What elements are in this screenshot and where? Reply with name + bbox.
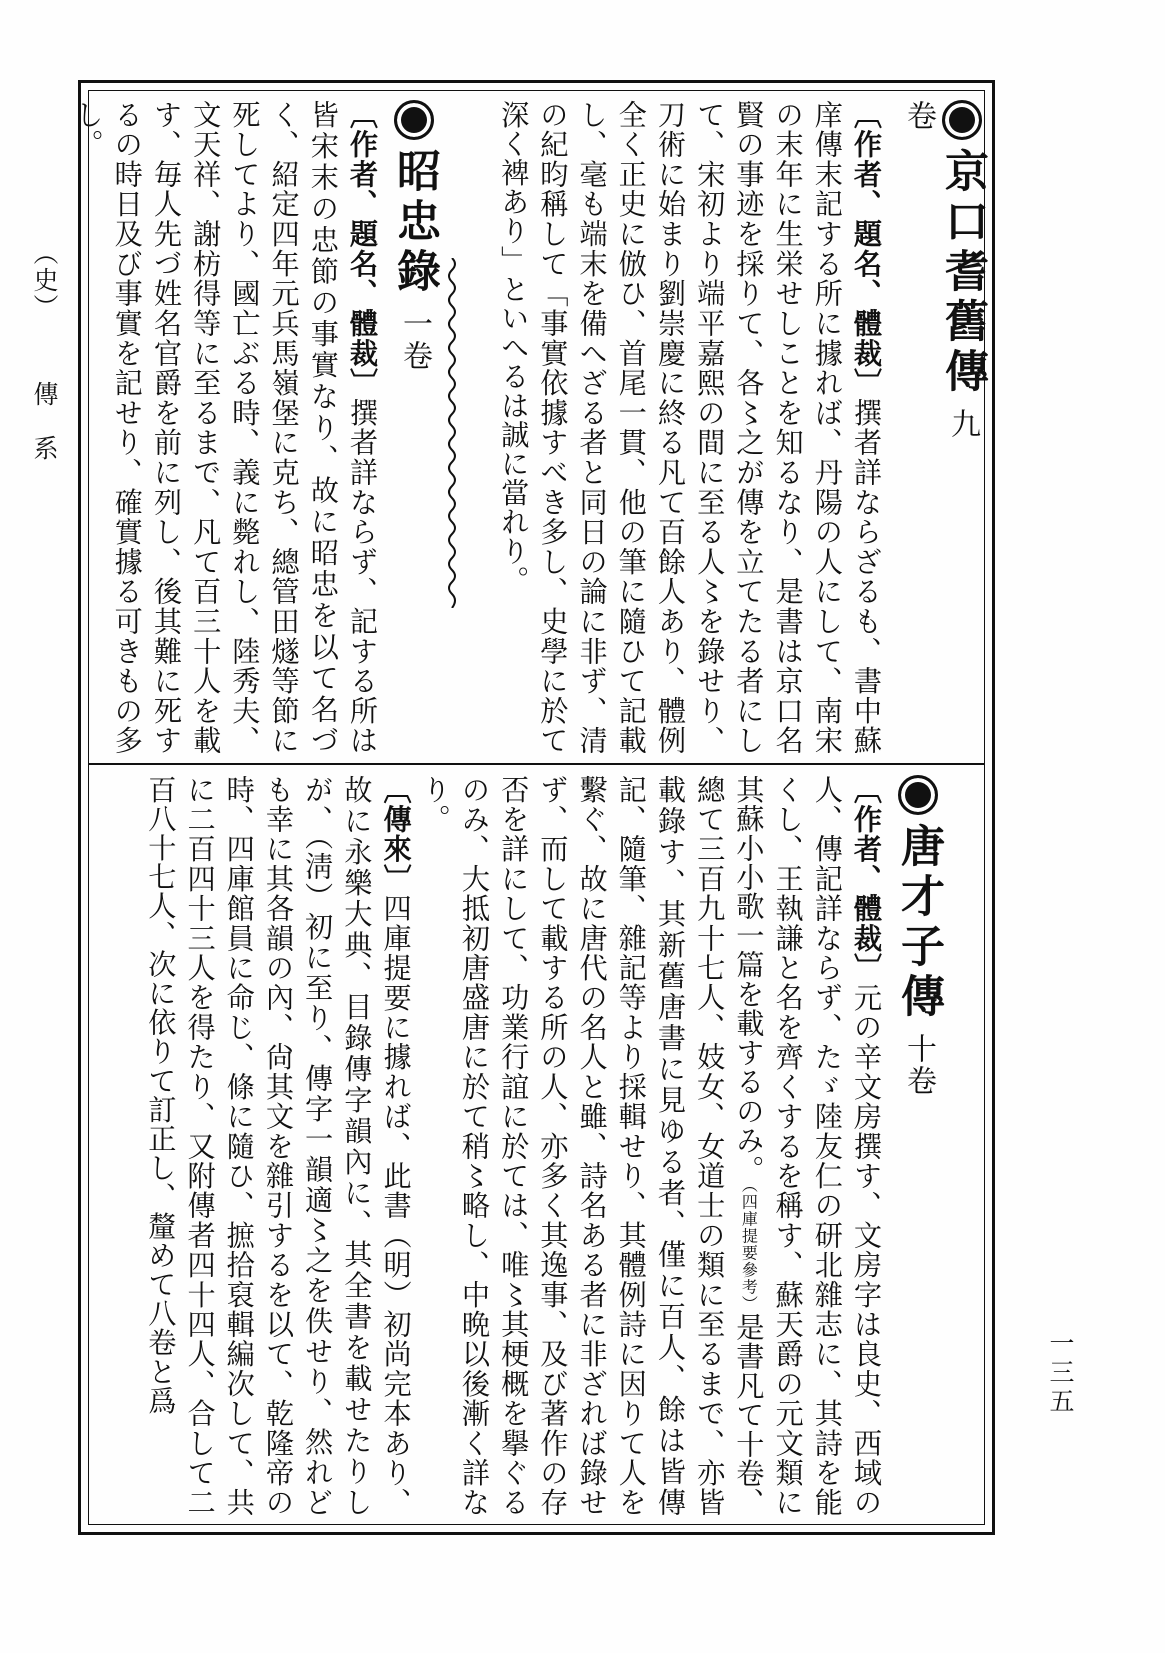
section-label: 傳 系 [30,381,59,462]
paragraph-text: 撰者詳ならず、記する所は皆宋末の忠節の事實なり、故に昭忠を以て名づく、紹定四年元兵馬嶺堡に克ち、總管田燧等節に死してより、國亡ぶる時、義に斃れし、陸秀夫、文天祥、謝枋得等に至るまで、凡て百三十人を載す、毎人先づ姓名官爵を前に列し、後其難に死するの時日及び事實を記せり、確實據る可きもの多し。 [71,100,379,755]
reference-note: （四庫提要參考） [739,1184,759,1313]
bullet-icon [942,100,982,140]
category-label: （史） [30,240,59,321]
paragraph-text: 是書凡て十卷、總て三百九十七人、妓女、女道士の類に至るまで、亦皆載錄す、其新舊唐書に見ゆる者、僅に百人、餘は皆傳記、隨筆、雜記等より採輯せり、其體例詩に因りて人を繫ぐ、故に唐代の名人と雖、詩名ある者に非ざれば錄せず、而して載する所の人、亦多く其逸事、及び著作の存否を詳にして、功業行誼に於ては、唯〻其梗概を擧ぐるのみ、大抵初唐盛唐に於て稍〻略し、中晩以後漸く詳なり。 [418,775,766,1518]
bullet-icon [898,775,938,815]
title-text: 昭忠錄 [389,148,440,298]
page-number: 一三五 [1046,1330,1075,1417]
entry-title-tangcaizi [893,775,944,1135]
entry-body-zhaozhong [71,100,382,755]
entry-title-jingkou [896,100,988,460]
title-text: 唐才子傳 [893,823,944,1023]
entry-body-tangcaizi [96,775,886,1517]
paragraph [141,775,415,1517]
paragraph-text: 撰者詳ならざるも、書中蘇庠傳末記する所に據れば、丹陽の人にして、南宋の末年に生栄せしことを知るなり、是書は京口名賢の事迹を採りて、各〻之が傳を立てたる者にして、宋初より端平嘉熙の間に至る人〻を錄せり、刀術に始まり劉崇慶に終る凡て百餘人あり、體例全く正史に倣ひ、首尾一貫、他の筆に隨ひて記載し、毫も端末を備へざる者と同日の論に非ず、清の紀昀稱して「事實依據すべき多し、史學に於て深く裨あり」といへるは誠に當れり。 [497,100,883,755]
volume-count: 十卷 [901,1033,936,1097]
section-label: 〔作者、題名、體裁〕 [346,100,379,399]
horizontal-divider [88,763,985,765]
volume-count: 一卷 [397,308,432,372]
wavy-separator [440,258,464,608]
paragraph [494,100,886,755]
entry-body-jingkou [468,100,886,755]
paragraph [68,100,382,755]
paragraph-text: 四庫提要に據れば、此書（明）初尚完本あり、故に永樂大典、目錄傳字韻內に、其全書を載せたりしが、（淸）初に至り、傳字一韻適〻之を佚せり、然れども幸に其各韻の內、尙其文を雜引するを以て、乾隆帝の時、四庫館員に命じ、條に隨ひ、摭拾裒輯編次して、共に二百四十三人を得たり、又附傳者四十四人、合して二百八十七人、次に依りて訂正し、釐めて八卷と爲 [144,775,413,1517]
section-label: 〔作者、體裁〕 [850,775,883,983]
paragraph [416,775,886,1517]
bullet-icon [394,100,434,140]
paragraph-text: 元の辛文房撰す、文房字は良史、西域の人、傳記詳ならず、たゞ陸友仁の研北雜志に、其詩を能くし、王執謙と名を齊くするを稱す、蘇天爵の元文類に其蘇小小歌一篇を載するのみ。 [732,775,883,1517]
title-text: 京口耆舊傳 [937,148,988,398]
section-label: 〔傳來〕 [379,775,413,894]
section-label: 〔作者、題名、體裁〕 [850,100,883,399]
running-header [26,240,62,462]
entry-title-zhaozhong [389,100,440,430]
volume-count: 九卷 [901,100,980,440]
